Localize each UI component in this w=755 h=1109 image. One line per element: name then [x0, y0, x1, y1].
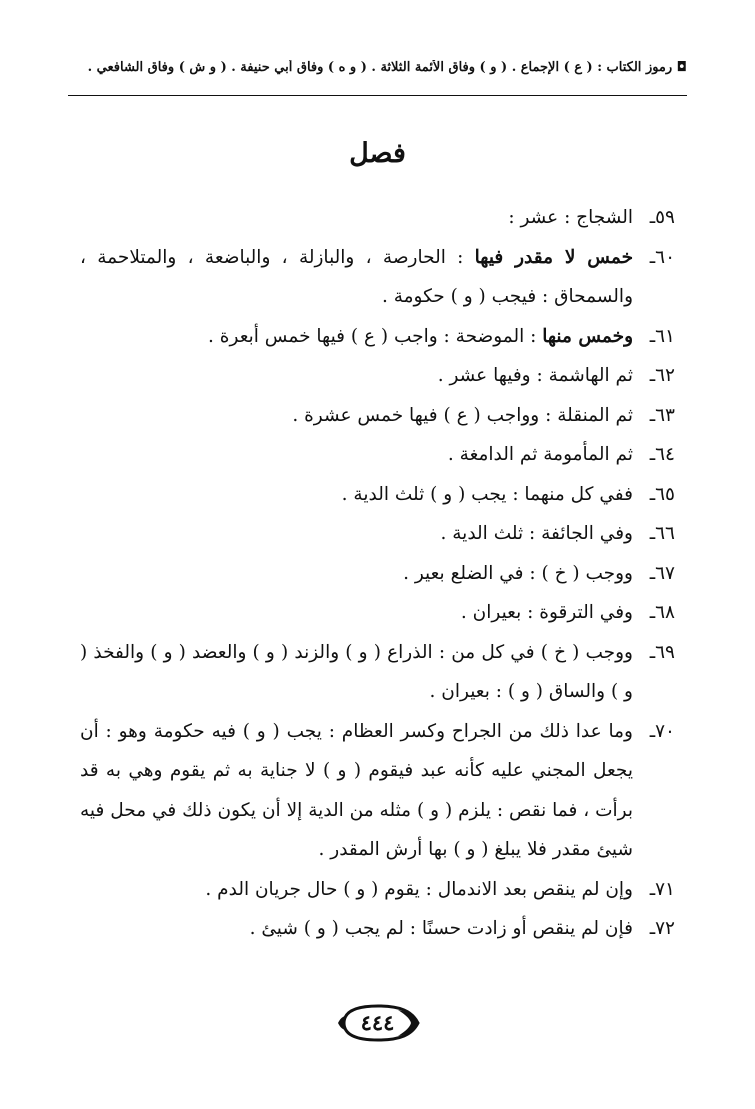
entry-63: [80, 396, 675, 436]
entry-text: ووجب ( خ ) : في الضلع بعير .: [403, 562, 633, 584]
entry-number: ٦٨ـ: [649, 602, 675, 623]
entry-69: [80, 633, 675, 712]
entry-text: وإن لم ينقص بعد الاندمال : يقوم ( و ) حال جريان الدم .: [205, 878, 633, 900]
entry-text: وما عدا ذلك من الجراح وكسر العظام : يجب ( و ) فيه حكومة وهو : أن يجعل المجني عليه كأنه عبد فيقوم ( و ) لا جناية به ثم يقوم وهي به قد برأت ، فما نقص : يلزم ( و ) مثله من الدية إلا أن يكون ذلك في محل فيه شيئ مقدر فلا يبلغ ( و ) بها أرش المقدر .: [80, 720, 633, 860]
page-number-frame: [336, 1003, 420, 1043]
entry-text: : الحارصة ، والبازلة ، والباضعة ، والمتلاحمة ، والسمحاق : فيجب ( و ) حكومة .: [80, 246, 633, 307]
entry-text: ثم الهاشمة : وفيها عشر .: [437, 365, 633, 386]
entry-number: ٦٩ـ: [649, 641, 675, 663]
entry-number: ٦٦ـ: [649, 523, 675, 544]
entry-text: ثم المأمومة ثم الدامغة .: [447, 444, 633, 465]
entry-59: [80, 198, 675, 238]
entry-61: [80, 317, 675, 357]
entries-list: [80, 198, 675, 949]
entry-number: ٦٥ـ: [649, 483, 675, 505]
entry-62: [80, 356, 675, 396]
page-number: ٤٤٤: [360, 1010, 395, 1035]
entry-70: [80, 712, 675, 870]
entry-72: [80, 909, 675, 949]
running-header: ◘ رموز الكتاب : ( ع ) الإجماع . ( و ) وفاق الأئمة الثلاثة . ( و ه ) وفاق أبي حنيفة . ( و ش ) وفاق الشافعي .: [87, 60, 687, 75]
entry-number: ٦٤ـ: [649, 444, 675, 465]
entry-text: الشجاج : عشر :: [508, 207, 633, 228]
section-title: فصل: [349, 138, 406, 169]
entry-text: : الموضحة : واجب ( ع ) فيها خمس أبعرة .: [208, 325, 543, 347]
entry-number: ٧٢ـ: [649, 918, 675, 939]
page-number-block: [0, 1003, 755, 1043]
entry-number: ٧٠ـ: [649, 720, 675, 742]
entry-text: وفي الجائفة : ثلث الدية .: [440, 523, 633, 544]
header-rule: [68, 95, 687, 96]
entry-number: ٦٧ـ: [649, 562, 675, 584]
entry-text: ثم المنقلة : وواجب ( ع ) فيها خمس عشرة .: [292, 404, 633, 426]
entry-text: ووجب ( خ ) في كل من : الذراع ( و ) والزند ( و ) والعضد ( و ) والفخذ ( و ) والساق ( و ) : بعيران .: [80, 641, 633, 702]
entry-60: [80, 238, 675, 317]
entry-number: ٦٠ـ: [649, 246, 676, 268]
entry-67: [80, 554, 675, 594]
entry-text: فإن لم ينقص أو زادت حسنًا : لم يجب ( و ) شيئ .: [249, 918, 633, 939]
entry-text: ففي كل منهما : يجب ( و ) ثلث الدية .: [341, 483, 633, 505]
entry-71: [80, 870, 675, 910]
entry-number: ٧١ـ: [649, 878, 675, 900]
entry-text: وفي الترقوة : بعيران .: [460, 602, 633, 623]
entry-64: [80, 435, 675, 475]
entry-number: ٦٣ـ: [649, 404, 675, 426]
entry-number: ٦١ـ: [649, 325, 675, 347]
entry-bold: خمس لا مقدر فيها: [474, 246, 634, 268]
entry-bold: وخمس منها: [542, 325, 633, 347]
entry-number: ٦٢ـ: [649, 365, 675, 386]
entry-66: [80, 514, 675, 554]
entry-number: ٥٩ـ: [649, 207, 675, 228]
entry-68: [80, 593, 675, 633]
entry-65: [80, 475, 675, 515]
